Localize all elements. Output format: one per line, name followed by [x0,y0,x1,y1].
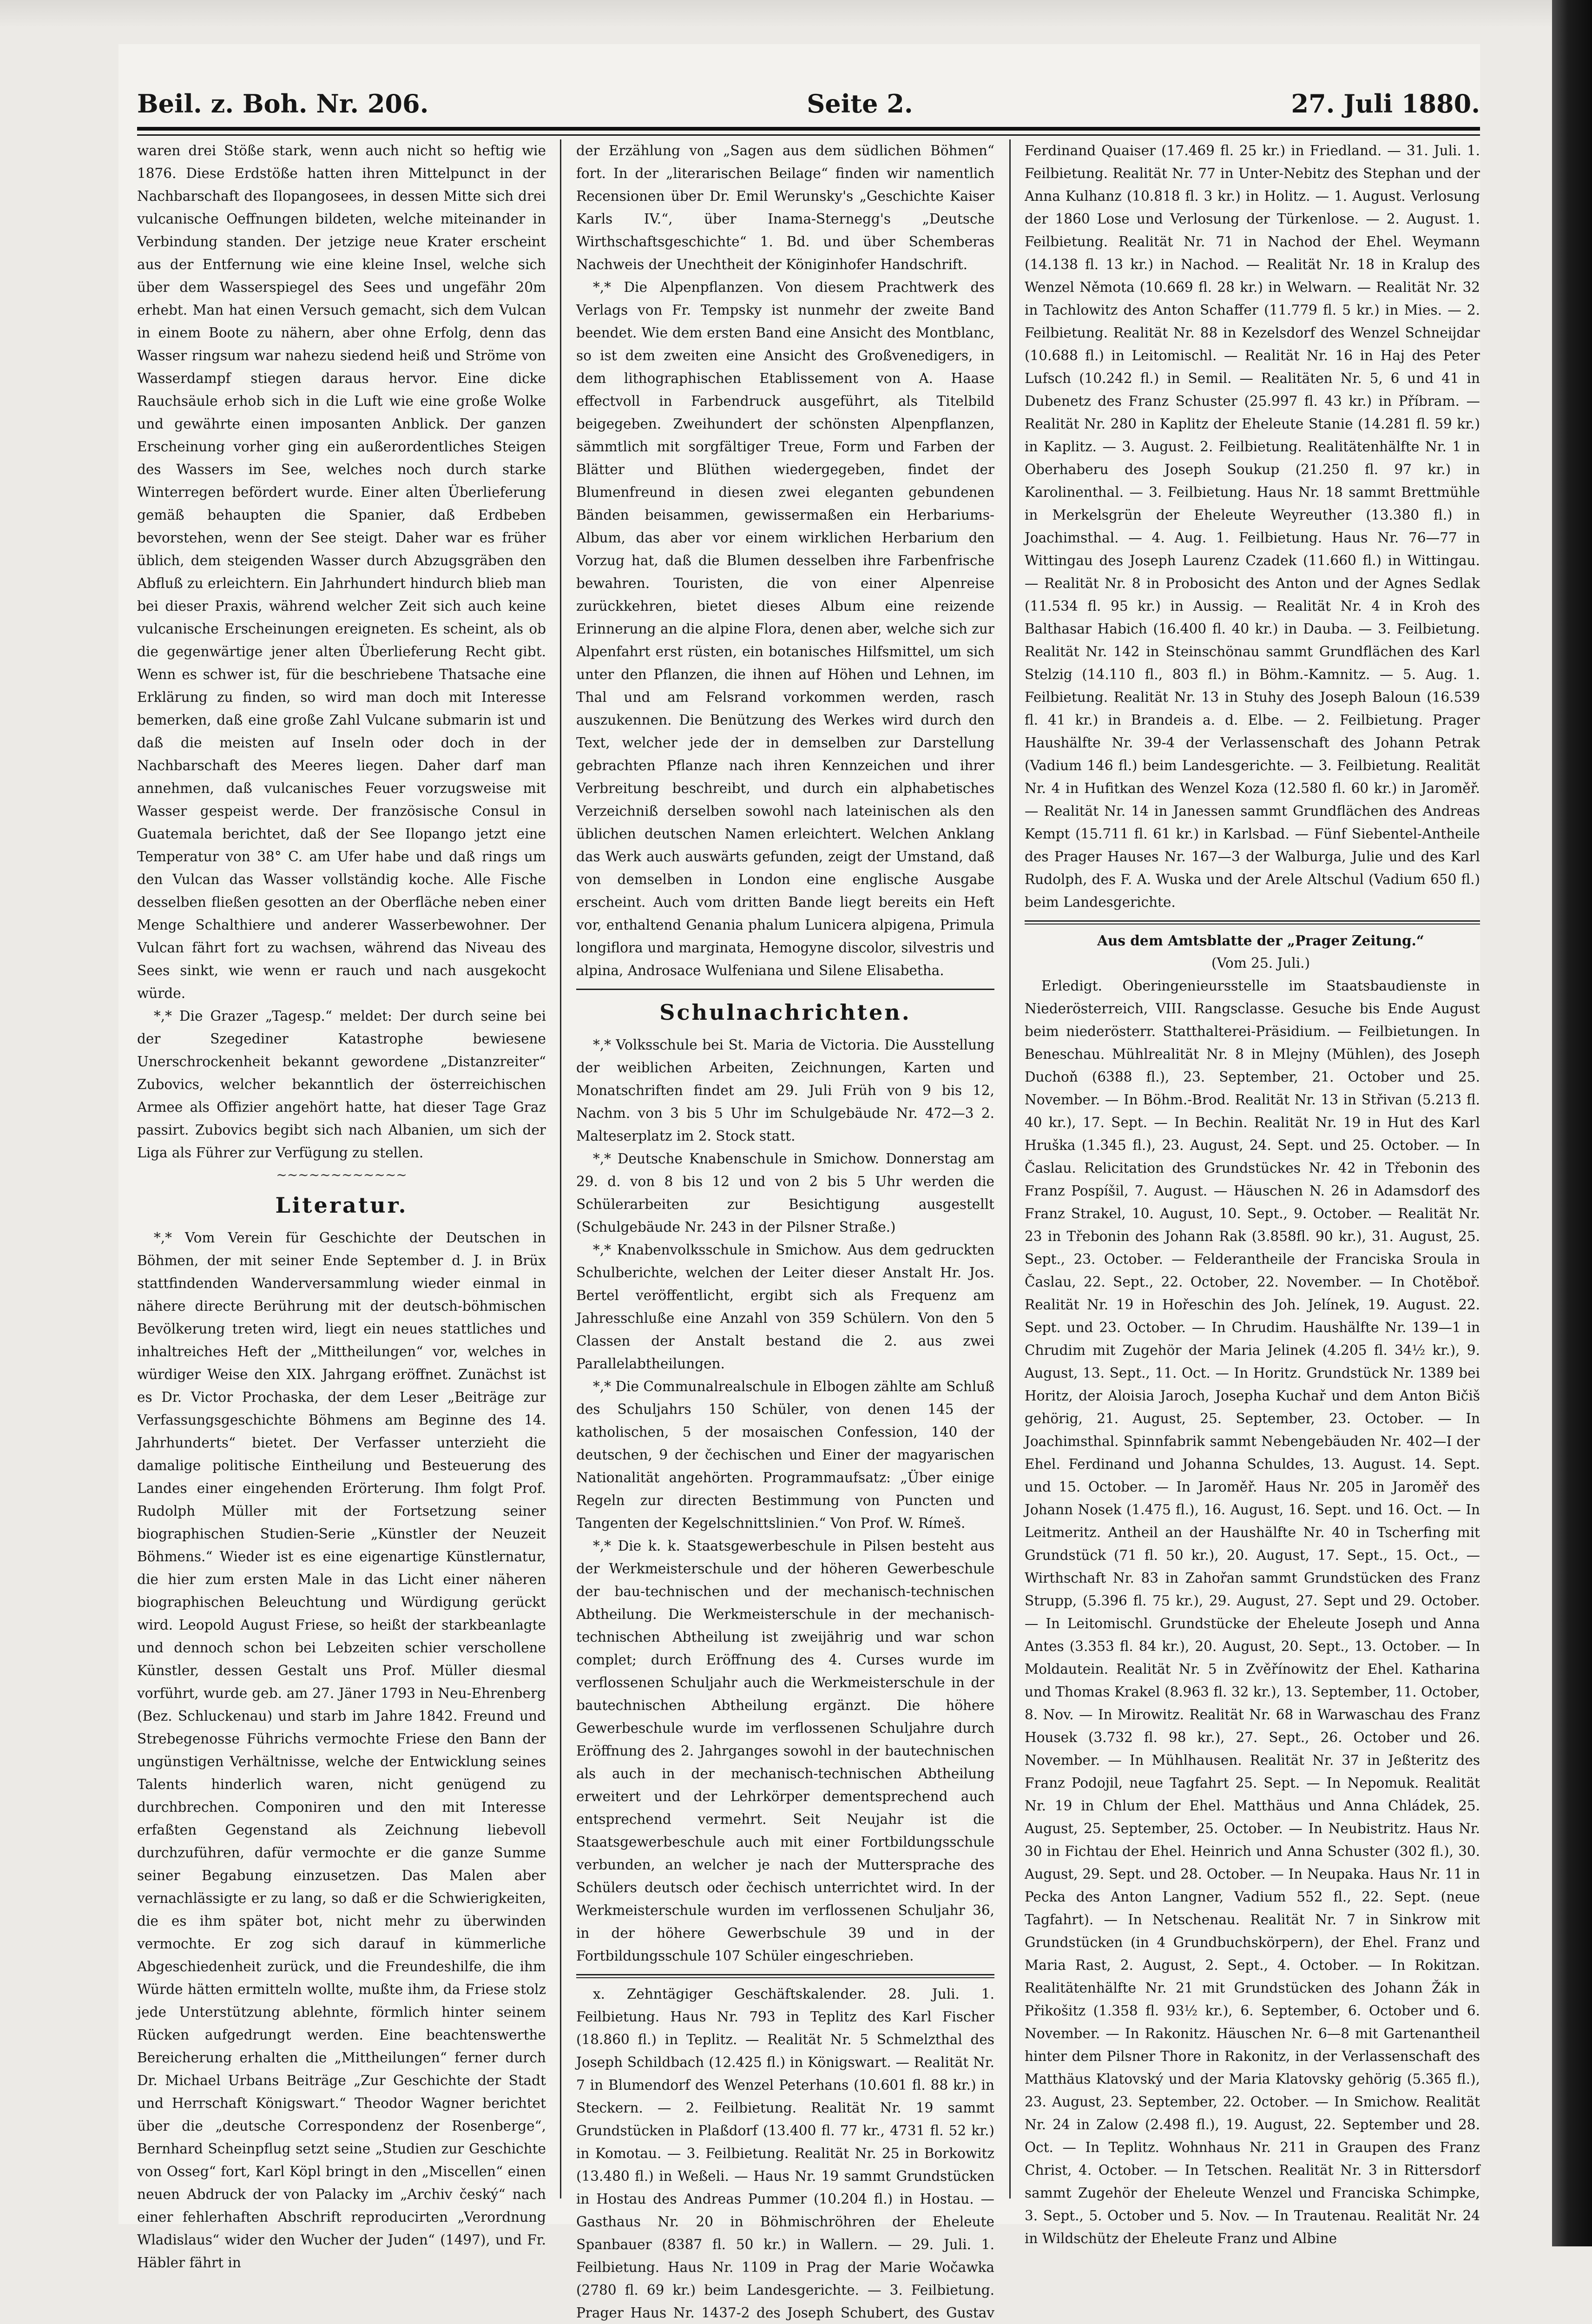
newspaper-page [118,44,1480,2321]
amtsblatt-date: (Vom 25. Juli.) [1211,955,1310,971]
section-divider [576,989,994,990]
article-zubovics: *,* Die Grazer „Tagesp.“ meldet: Der durch seine bei der Szegediner Katastrophe bewiesene Unerschrockenheit bekannt gewordene „Distanzreiter“ Zubovics, welcher bekanntlich der österreichischen Armee als Offizier angehört hatte, hat dieser Tage Graz passirt. Zubovics begibt sich nach Albanien, um sich der Liga als Führer zur Verfügung zu stellen. [137,1008,546,1161]
header-issue: Beil. z. Boh. Nr. 206. [137,89,429,119]
article-gewerbeschule-pilsen: *,* Die k. k. Staatsgewerbeschule in Pilsen besteht aus der Werkmeisterschule und der höheren Gewerbeschule der bau-technischen und der mechanisch-technischen Abtheilung. Die Werkmeisterschule in der mechanisch-technischen Abtheilung ist zweijährig und war schon complet; durch Eröffnung des 4. Curses wurde im verflossenen Schuljahr auch die Werkmeisterschule in der bautechnischen Abtheilung ergänzt. Die höhere Gewerbeschule wurde im verflossenen Schuljahre durch Eröffnung des 2. Jahrganges sowohl in der bautechnischen als auch in der mechanisch-technischen Abtheilung erweitert und der Lehrkörper dementsprechend auch entsprechend vermehrt. Seit Neujahr ist die Staatsgewerbeschule auch mit einer Fortbildungsschule verbunden, an welcher je nach der Muttersprache des Schülers deutsch oder čechisch unterrichtet wird. In der Werkmeisterschule wurden im verflossenen Schuljahr 36, in der höhere Gewerbschule 39 und in der Fortbildungsschule 107 Schüler eingeschrieben. [576,1538,994,1964]
section-title-literatur: Literatur. [275,1193,408,1218]
article-knabenschule-smichow: *,* Deutsche Knabenschule in Smichow. Donnerstag am 29. d. von 8 bis 12 und von 2 bis 5 Uhr werden die Schülerarbeiten zur Besichtigung ausgestellt (Schulgebäude Nr. 243 in der Pilsner Straße.) [576,1151,994,1235]
scan-edge-top [0,0,1592,28]
section-ornament: ~~~~~~~~~~~~ [276,1167,407,1182]
column-3 [1025,139,1480,2246]
section-divider-double [1025,920,1480,924]
article-literatur-continued: der Erzählung von „Sagen aus dem südlichen Böhmen“ fort. In der „literarischen Beilage“ finden wir namentlich Recensionen über Dr. Emil Werunsky's „Geschichte Kaiser Karls IV.“, über Inama-Sternegg's „Deutsche Wirthschaftsgeschichte“ 1. Bd. und über Schemberas Nachweis der Unechtheit der Königinhofer Handschrift. [576,143,994,272]
page-header [137,77,1480,119]
article-kalender-continued: Ferdinand Quaiser (17.469 fl. 25 kr.) in Friedland. — 31. Juli. 1. Feilbietung. Realität Nr. 77 in Unter-Nebitz des Stephan und der Anna Kulhanz (10.818 fl. 3 kr.) in Holitz. — 1. August. Verlosung der 1860 Lose und Verlosung der Türkenlose. — 2. August. 1. Feilbietung. Realität Nr. 71 in Nachod der Ehel. Weymann (14.138 fl. 13 kr.) in Nachod. — Realität Nr. 18 in Kralup des Wenzel Němota (10.669 fl. 28 kr.) in Welwarn. — Realität Nr. 32 in Tachlowitz des Anton Schaffer (11.779 fl. 5 kr.) in Mies. — 2. Feilbietung. Realität Nr. 88 in Kezelsdorf des Wenzel Schneijdar (10.688 fl.) in Leitomischl. — Realität Nr. 16 in Haj des Peter Lufsch (10.242 fl.) in Semil. — Realitäten Nr. 5, 6 und 41 in Dubenetz des Franz Schuster (25.997 fl. 43 kr.) in Příbram. — Realität Nr. 280 in Kaplitz der Eheleute Stanie (14.281 fl. 59 kr.) in Kaplitz. — 3. August. 2. Feilbietung. Realitätenhälfte Nr. 1 in Oberhaberu des Joseph Soukup (21.250 fl. 97 kr.) in Karolinenthal. — 3. Feilbietung. Haus Nr. 18 sammt Brettmühle in Merkelsgrün der Eheleute Weyreuther (13.380 fl.) in Joachimsthal. — 4. Aug. 1. Feilbietung. Haus Nr. 76—77 in Wittingau des Joseph Laurenz Czadek (11.660 fl.) in Wittingau. — Realität Nr. 8 in Probosicht des Anton und der Agnes Sedlak (11.534 fl. 95 kr.) in Aussig. — Realität Nr. 4 in Kroh des Balthasar Habich (16.400 fl. 40 kr.) in Dauba. — 3. Feilbietung. Realität Nr. 142 in Steinschönau sammt Grundflächen des Karl Stelzig (14.110 fl., 803 fl.) in Böhm.-Kamnitz. — 5. Aug. 1. Feilbietung. Realität Nr. 13 in Stuhy des Joseph Baloun (16.539 fl. 41 kr.) in Brandeis a. d. Elbe. — 2. Feilbietung. Prager Haushälfte Nr. 39-4 der Verlassenschaft des Johann Petrak (Vadium 146 fl.) beim Landesgerichte. — 3. Feilbietung. Realität Nr. 4 in Hufitkan des Wenzel Koza (12.580 fl. 60 kr.) in Jaroměř. — Realität Nr. 14 in Janessen sammt Grundflächen des Andreas Kempt (15.711 fl. 61 kr.) in Karlsbad. — Fünf Siebentel-Antheile des Prager Hauses Nr. 167—3 der Walburga, Julie und des Karl Rudolph, des F. A. Wuska und der Arele Altschul (Vadium 650 fl.) beim Landesgerichte. [1025,143,1480,910]
article-maria-victoria: *,* Volksschule bei St. Maria de Victoria. Die Ausstellung der weiblichen Arbeiten, Zeichnungen, Karten und Monatschriften findet am 29. Juli Früh von 9 bis 12, Nachm. von 3 bis 5 Uhr im Schulgebäude Nr. 472—3 2. Malteserplatz im 2. Stock statt. [576,1037,994,1144]
section-title-amtsblatt: Aus dem Amtsblatte der „Prager Zeitung.“ [1097,932,1424,949]
article-knabenvolksschule: *,* Knabenvolksschule in Smichow. Aus dem gedruckten Schulberichte, welchen der Leiter dieser Anstalt Hr. Jos. Bertel veröffentlicht, ergibt sich als Frequenz am Jahresschluße eine Anzahl von 359 Schülern. Von den 5 Classen der Anstalt bestand die 2. aus zwei Parallelabtheilungen. [576,1242,994,1372]
column-divider-2 [1009,139,1011,2199]
scan-binding-edge [1552,0,1592,2246]
section-divider-double [576,1974,994,1978]
article-volcano: waren drei Stöße stark, wenn auch nicht so heftig wie 1876. Diese Erdstöße hatten ihren Mittelpunct in der Nachbarschaft des Ilopangosees, in dessen Mitte sich drei vulcanische Oeffnungen bildeten, welche miteinander in Verbindung standen. Der jetzige neue Krater erscheint aus der Entfernung wie eine kleine Insel, welche sich über dem Wasserspiegel des Sees und ungefähr 20m erhebt. Man hat einen Versuch gemacht, sich dem Vulcan in einem Boote zu nähern, aber ohne Erfolg, denn das Wasser ringsum war nahezu siedend heiß und Ströme von Wasserdampf stiegen daraus hervor. Eine dicke Rauchsäule erhob sich in die Luft wie eine große Wolke und gewährte einen imposanten Anblick. Der ganzen Erscheinung vorher ging ein außerordentliches Steigen des Wassers im See, welches noch durch starke Winterregen befördert wurde. Einer alten Überlieferung gemäß behaupten die Spanier, daß Erdbeben bevorstehen, wenn der See steigt. Daher war es früher üblich, dem steigenden Wasser durch Abzugsgräben den Abfluß zu erleichtern. Ein Jahrhundert hindurch blieb man bei dieser Praxis, während welcher Zeit sich auch keine vulcanische Erscheinungen ereigneten. Es scheint, als ob die gegenwärtige jener alten Überlieferung Recht gibt. Wenn es schwer ist, für die beschriebene Thatsache eine Erklärung zu finden, so wird man doch mit Interesse bemerken, daß eine große Zahl Vulcane submarin ist und daß die meisten auf Inseln oder doch in der Nachbarschaft des Meeres liegen. Daher darf man annehmen, daß vulcanisches Feuer vorzugsweise mit Wasser gespeist werde. Der französische Consul in Guatemala berichtet, daß der See Ilopango jetzt eine Temperatur von 38° C. am Ufer habe und daß rings um den Vulcan das Wasser vollständig koche. Alle Fische desselben fließen gesotten an der Oberfläche neben einer Menge Schalthiere und anderer Wasserbewohner. Der Vulcan fährt fort zu wachsen, während das Niveau des Sees sinkt, wie wenn er rauch und nach ausgekocht würde. [137,143,546,1001]
header-rule-thick [137,127,1480,131]
article-verein-geschichte: *,* Vom Verein für Geschichte der Deutschen in Böhmen, der mit seiner Ende September d. J. in Brüx stattfindenden Wanderversammlung wieder einmal in nähere directe Berührung mit der deutsch-böhmischen Bevölkerung treten wird, liegt ein neues stattliches und inhaltreiches Heft der „Mittheilungen“ vor, welches in würdiger Weise den XIX. Jahrgang eröffnet. Zunächst ist es Dr. Victor Prochaska, der dem Leser „Beiträge zur Verfassungsgeschichte Böhmens am Beginne des 14. Jahrhunderts“ bietet. Der Verfasser unterzieht die damalige politische Eintheilung und Besteuerung des Landes einer eingehenden Erörterung. Ihm folgt Prof. Rudolph Müller mit der Fortsetzung seiner biographischen Studien-Serie „Künstler der Neuzeit Böhmens.“ Wieder ist es eine eigenartige Künstlernatur, die hier zum ersten Male in das Licht einer näheren biographischen Beleuchtung und Würdigung gerückt wird. Leopold August Friese, so heißt der starkbeanlagte und dennoch schon bei Lebzeiten schier verschollene Künstler, dessen Gestalt uns Prof. Müller diesmal vorführt, wurde geb. am 27. Jäner 1793 in Neu-Ehrenberg (Bez. Schluckenau) und starb im Jahre 1842. Freund und Strebegenosse Führichs vermochte Friese den Bann der ungünstigen Verhältnisse, welche der Entwicklung seines Talents hinderlich waren, nicht genügend zu durchbrechen. Componiren und den mit Interesse erfaßten Gegenstand als Zeichnung liebevoll durchzuführen, dafür vermochte er die ganze Summe seiner Begabung einzusetzen. Das Malen aber vernachlässigte er zu lang, so daß er die Schwierigkeiten, die es ihm später bot, nicht mehr zu überwinden vermochte. Er zog sich darauf in kümmerliche Abgeschiedenheit zurück, und die Freundeshilfe, die ihm Würde hätten ermitteln wollte, mußte ihm, da Friese stolz jede Unterstützung ablehnte, förmlich hinter seinem Rücken aufgedrungt werden. Eine beachtenswerthe Bereicherung erhalten die „Mittheilungen“ ferner durch Dr. Michael Urbans Beiträge „Zur Geschichte der Stadt und Herrschaft Königswart.“ Theodor Wagner berichtet über die „deutsche Correspondenz der Rosenberge“, Bernhard Scheinpflug setzt seine „Studien zur Geschichte von Osseg“ fort, Karl Köpl bringt in den „Miscellen“ einen neuen Abdruck der von Palacky im „Archiv český“ nach einer fehlerhaften Abschrift reproducirten „Verordnung Wladislaus“ wider den Wucher der Juden“ (1497), und Fr. Häbler fährt in [137,1230,546,2271]
article-amtsblatt: Erledigt. Oberingenieursstelle im Staatsbaudienste in Niederösterreich, VIII. Rangsclasse. Gesuche bis Ende August beim niederösterr. Statthalterei-Präsidium. — Feilbietungen. In Beneschau. Mühlrealität Nr. 8 in Mlejny (Mühlen), des Joseph Duchoň (6388 fl.), 23. September, 21. October und 25. November. — In Böhm.-Brod. Realität Nr. 13 in Střivan (5.213 fl. 40 kr.), 17. Sept. — In Bechin. Realität Nr. 19 in Hut des Karl Hruška (1.345 fl.), 23. August, 24. Sept. und 25. October. — In Časlau. Relicitation des Grundstückes Nr. 42 in Třebonin des Franz Pospíšil, 7. August. — Häuschen N. 26 in Adamsdorf des Franz Strakel, 10. August, 10. Sept., 9. October. — Realität Nr. 23 in Třebonin des Johann Rak (3.858fl. 90 kr.), 31. August, 25. Sept., 23. October. — Felderantheile der Franciska Sroula in Časlau, 22. Sept., 22. October, 22. November. — In Chotěboř. Realität Nr. 19 in Hořeschin des Joh. Jelínek, 19. August. 22. Sept. und 23. October. — In Chrudim. Haushälfte Nr. 139—1 in Chrudim mit Zugehör der Maria Jelinek (4.205 fl. 34½ kr.), 9. August, 13. Sept., 11. Oct. — In Horitz. Grundstück Nr. 1389 bei Horitz, der Aloisia Jaroch, Josepha Kuchař und dem Anton Bičiš gehörig, 21. August, 25. September, 23. October. — In Joachimsthal. Spinnfabrik sammt Nebengebäuden Nr. 402—I der Ehel. Ferdinand und Johanna Schuldes, 13. August. 14. Sept. und 15. October. — In Jaroměř. Haus Nr. 205 in Jaroměř des Johann Nosek (1.475 fl.), 16. August, 16. Sept. und 16. Oct. — In Leitmeritz. Antheil an der Haushälfte Nr. 40 in Tscherfing mit Grundstück (71 fl. 50 kr.), 20. August, 17. Sept., 15. Oct., — Wirthschaft Nr. 83 in Zahořan sammt Grundstücken des Franz Strupp, (5.396 fl. 75 kr.), 29. August, 27. Sept und 29. October. — In Leitomischl. Grundstücke der Eheleute Joseph und Anna Antes (3.353 fl. 84 kr.), 20. August, 20. Sept., 13. October. — In Moldautein. Realität Nr. 5 in Zvěřínowitz der Ehel. Katharina und Thomas Krakel (8.963 fl. 32 kr.), 13. September, 11. October, 8. Nov. — In Mirowitz. Realität Nr. 68 in Warwaschau des Franz Housek (3.732 fl. 98 kr.), 27. Sept., 26. October und 26. November. — In Mühlhausen. Realität Nr. 37 in Jeßteritz des Franz Podojil, neue Tagfahrt 25. Sept. — In Nepomuk. Realität Nr. 19 in Chlum der Ehel. Matthäus und Anna Chládek, 25. August, 25. September, 25. October. — In Neubistritz. Haus Nr. 30 in Fichtau der Ehel. Heinrich und Anna Schuster (302 fl.), 30. August, 29. Sept. und 28. October. — In Neupaka. Haus Nr. 11 in Pecka des Anton Langner, Vadium 552 fl., 22. Sept. (neue Tagfahrt). — In Netschenau. Realität Nr. 7 in Sinkrow mit Grundstücken (in 4 Grundbuchskörpern), der Ehel. Franz und Maria Rast, 2. August, 2. Sept., 4. October. — In Rokitzan. Realitätenhälfte Nr. 21 mit Grundstücken des Johann Žák in Přikošitz (1.358 fl. 93½ kr.), 6. September, 6. October und 6. November. — In Rakonitz. Häuschen Nr. 6—8 mit Gartenantheil hinter dem Pilsner Thore in Rakonitz, in der Verlassenschaft des Matthäus Klatovský und der Maria Klatovsky gehörig (5.365 fl.), 23. August, 23. September, 22. October. — In Smichow. Realität Nr. 24 in Zalow (2.498 fl.), 19. August, 22. September und 28. Oct. — In Teplitz. Wohnhaus Nr. 211 in Graupen des Franz Christ, 4. October. — In Tetschen. Realität Nr. 3 in Rittersdorf sammt Zugehör der Eheleute Wenzel und Franciska Schimpke, 3. Sept., 5. October und 5. Nov. — In Trautenau. Realität Nr. 24 in Wildschütz der Eheleute Franz und Albine [1025,978,1480,2246]
header-rule-thin [137,134,1480,136]
column-divider-1 [560,139,561,2199]
article-alpenpflanzen: *,* Die Alpenpflanzen. Von diesem Prachtwerk des Verlags von Fr. Tempsky ist nunmehr der zweite Band beendet. Wie dem ersten Band eine Ansicht des Montblanc, so ist dem zweiten eine Ansicht des Großvenedigers, in dem lithographischen Etablissement von A. Haase effectvoll in Farbendruck ausgeführt, als Titelbild beigegeben. Zweihundert der schönsten Alpenpflanzen, sämmtlich mit sorgfältiger Treue, Form und Farben der Blätter und Blüthen wiedergegeben, findet der Blumenfreund in diesen zwei eleganten gebundenen Bänden beisammen, gewissermaßen ein Herbariums-Album, das aber vor einem wirklichen Herbarium den Vorzug hat, daß die Blumen desselben ihre Farbenfrische bewahren. Touristen, die von einer Alpenreise zurückkehren, bietet dieses Album eine reizende Erinnerung an die alpine Flora, denen aber, welche sich zur Alpenfahrt erst rüsten, ein botanisches Hilfsmittel, um sich unter den Pflanzen, die ihnen auf Höhen und Lehnen, im Thal und am Felsrand vorkommen werden, rasch auszukennen. Die Benützung des Werkes wird durch den Text, welcher jede der in demselben zur Darstellung gebrachten Pflanze nach ihren Kennzeichen und ihrer Verbreitung beschreibt, und durch ein alphabetisches Verzeichniß derselben sowohl nach lateinischen als den üblichen deutschen Namen erleichtert. Welchen Anklang das Werk auch auswärts gefunden, zeigt der Umstand, daß von demselben in London eine englische Ausgabe erscheint. Auch vom dritten Bande liegt bereits ein Heft vor, enthaltend Genania phalum Lunicera alpigena, Primula longiflora und marginata, Hemogyne discolor, silvestris und alpina, Androsace Wulfeniana und Silene Elisabetha. [576,279,994,978]
article-realschule-elbogen: *,* Die Communalrealschule in Elbogen zählte am Schluß des Schuljahrs 150 Schüler, von denen 145 der katholischen, 5 der mosaischen Confession, 140 der deutschen, 9 der čechischen und Einer der magyarischen Nationalität angehörten. Programmaufsatz: „Über einige Regeln zur directen Bestimmung von Puncten und Tangenten der Kegelschnittslinien.“ Von Prof. W. Rímeš. [576,1379,994,1531]
header-page-number: Seite 2. [807,89,913,119]
column-2 [576,139,994,2321]
column-1 [137,139,546,2271]
section-title-schulnachrichten: Schulnachrichten. [659,1000,911,1025]
header-date: 27. Juli 1880. [1291,89,1480,119]
article-geschaeftskalender: x. Zehntägiger Geschäftskalender. 28. Juli. 1. Feilbietung. Haus Nr. 793 in Teplitz des Karl Fischer (18.860 fl.) in Teplitz. — Realität Nr. 5 Schmelzthal des Joseph Schildbach (12.425 fl.) in Königswart. — Realität Nr. 7 in Blumendorf des Wenzel Peterhans (10.601 fl. 88 kr.) in Steckern. — 2. Feilbietung. Realität Nr. 19 sammt Grundstücken in Plaßdorf (13.400 fl. 77 kr., 4731 fl. 52 kr.) in Komotau. — 3. Feilbietung. Realität Nr. 25 in Borkowitz (13.480 fl.) in Weßeli. — Haus Nr. 19 sammt Grundstücken in Hostau des Andreas Pummer (10.204 fl.) in Hostau. — Gasthaus Nr. 20 in Böhmischröhren der Eheleute Spanbauer (8387 fl. 50 kr.) in Wallern. — 29. Juli. 1. Feilbietung. Haus Nr. 1109 in Prag der Marie Wočawka (2780 fl. 69 kr.) beim Landesgerichte. — 3. Feilbietung. Prager Haus Nr. 1437-2 des Joseph Schubert, des Gustav [576,1986,994,2321]
